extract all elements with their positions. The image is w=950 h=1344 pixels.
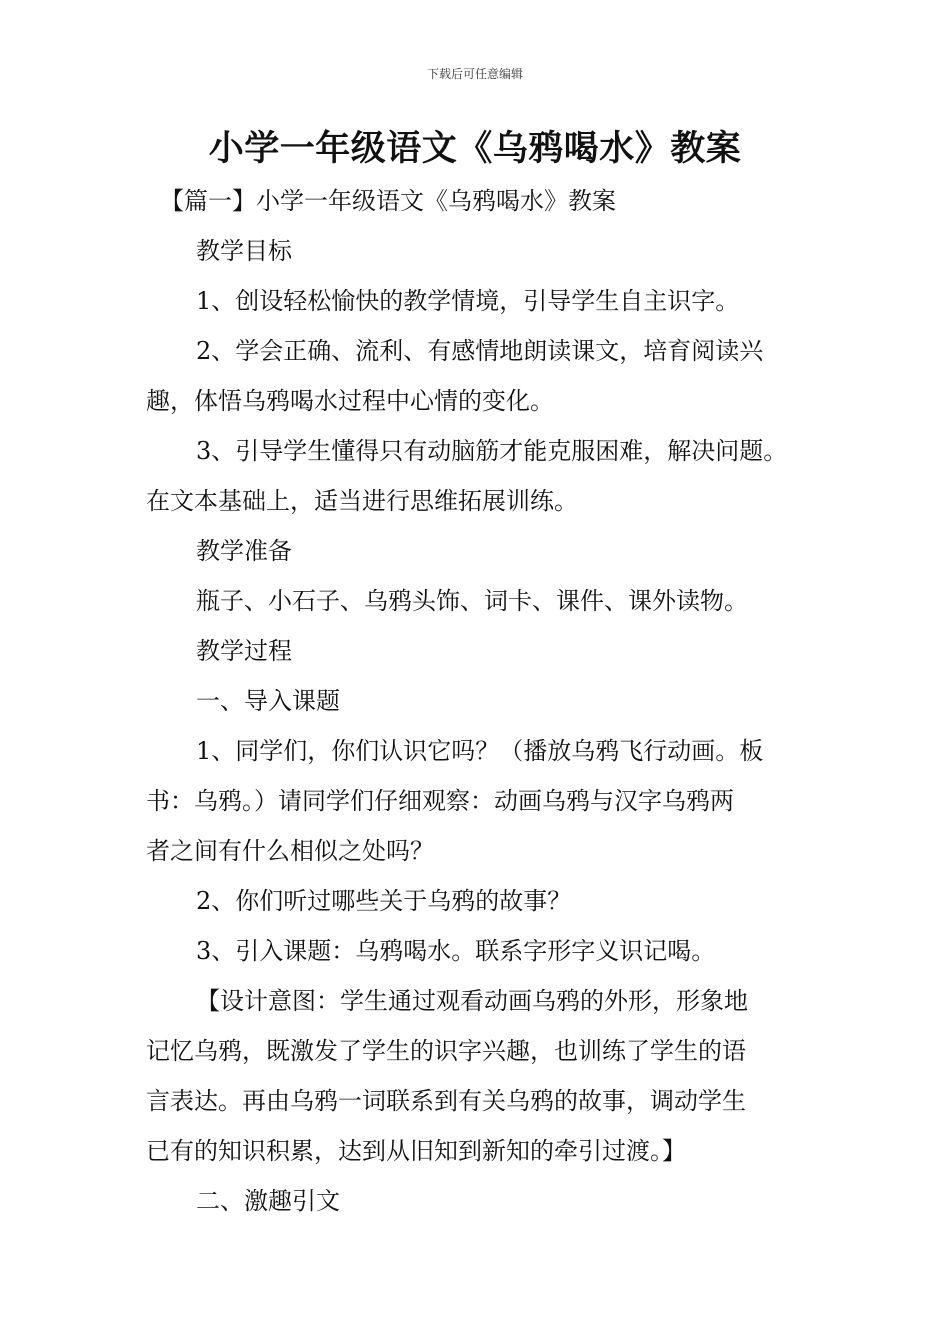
text-line: 者之间有什么相似之处吗？: [146, 837, 434, 865]
text-line: 一、导入课题: [196, 687, 340, 715]
text-line: 书：乌鸦。）请同学们仔细观察：动画乌鸦与汉字乌鸦两: [146, 787, 734, 815]
text-line: 二、激趣引文: [196, 1187, 340, 1215]
document-body: [146, 176, 828, 1226]
text-line: 教学过程: [196, 637, 292, 665]
text-line: 3、引导学生懂得只有动脑筋才能克服困难，解决问题。: [196, 437, 788, 465]
text-line: 在文本基础上，适当进行思维拓展训练。: [146, 487, 578, 515]
text-line: 2、你们听过哪些关于乌鸦的故事？: [196, 887, 572, 915]
text-line: 教学准备: [196, 537, 292, 565]
text-line: 教学目标: [196, 237, 292, 265]
text-line: 趣，体悟乌鸦喝水过程中心情的变化。: [146, 387, 554, 415]
text-line: 【设计意图：学生通过观看动画乌鸦的外形，形象地: [196, 987, 748, 1015]
text-line: 言表达。再由乌鸦一词联系到有关乌鸦的故事，调动学生: [146, 1087, 746, 1115]
text-line: 已有的知识积累，达到从旧知到新知的牵引过渡。】: [146, 1137, 686, 1165]
text-line: 记忆乌鸦，既激发了学生的识字兴趣，也训练了学生的语: [146, 1037, 746, 1065]
text-line: 3、引入课题：乌鸦喝水。联系字形字义识记喝。: [196, 937, 716, 965]
text-line: 1、创设轻松愉快的教学情境，引导学生自主识字。: [196, 287, 740, 315]
page-header-note: 下载后可任意编辑: [426, 67, 523, 81]
document-title: 小学一年级语文《乌鸦喝水》教案: [208, 128, 742, 169]
text-line: 2、学会正确、流利、有感情地朗读课文，培育阅读兴: [196, 337, 764, 365]
text-line: 瓶子、小石子、乌鸦头饰、词卡、课件、课外读物。: [196, 587, 748, 615]
text-line: 【篇一】小学一年级语文《乌鸦喝水》教案: [160, 187, 616, 215]
text-line: 1、同学们，你们认识它吗？（播放乌鸦飞行动画。板: [196, 737, 764, 765]
